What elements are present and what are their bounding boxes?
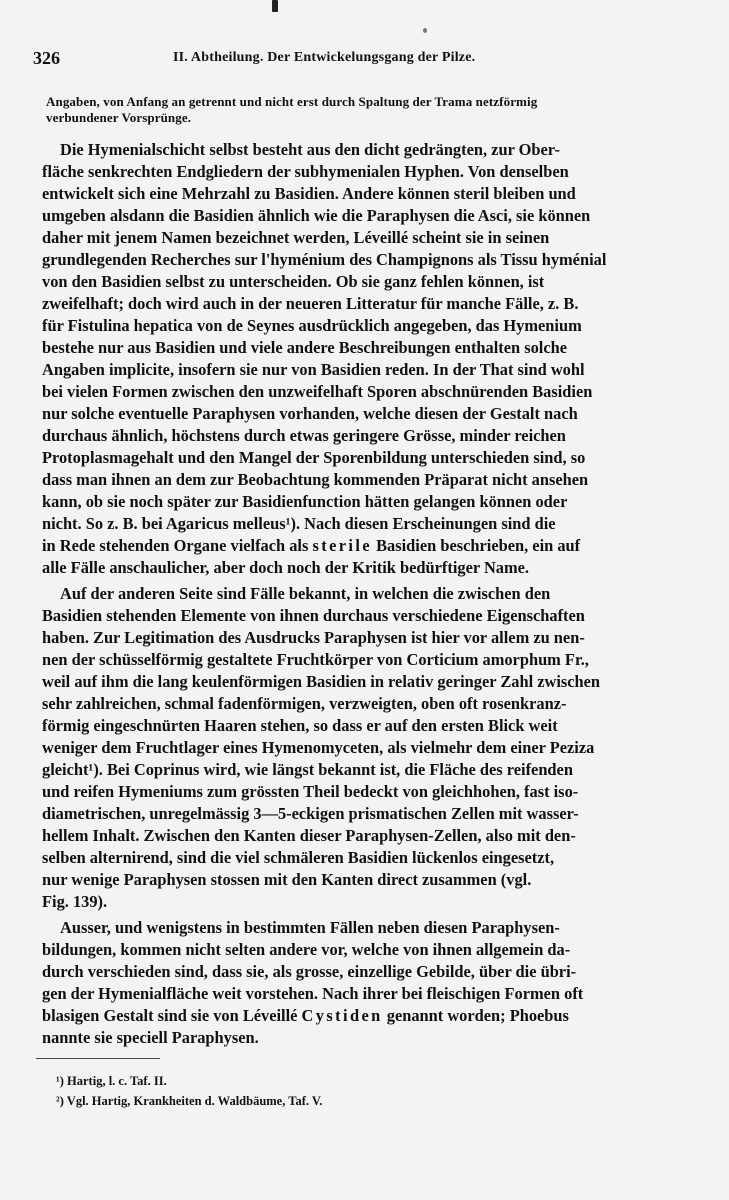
text-line: nur wenige Paraphysen stossen mit den Kanten direct zusammen (vgl. bbox=[42, 870, 532, 889]
text-line: umgeben alsdann die Basidien ähnlich wie die Paraphysen die Asci, sie können bbox=[42, 206, 591, 225]
intro-line: verbundener Vorsprünge. bbox=[46, 110, 192, 125]
text-line: von den Basidien selbst zu unterscheiden. Ob sie ganz fehlen können, ist bbox=[42, 272, 545, 291]
text-line: haben. Zur Legitimation des Ausdrucks Paraphysen ist hier vor allem zu nen- bbox=[42, 628, 585, 647]
text-line: selben alternirend, sind die viel schmäleren Basidien lückenlos eingesetzt, bbox=[42, 848, 555, 867]
text-line: weil auf ihm die lang keulenförmigen Basidien in relativ geringer Zahl zwischen bbox=[42, 672, 601, 691]
scan-speck bbox=[423, 28, 427, 33]
text-line: förmig eingeschnürten Haaren stehen, so dass er auf den ersten Blick weit bbox=[42, 716, 558, 735]
text-line bbox=[42, 1006, 569, 1026]
text-line: nannte sie speciell Paraphysen. bbox=[42, 1028, 259, 1047]
text-segment: blasigen Gestalt sind sie von Léveillé bbox=[42, 1006, 302, 1025]
text-line: zweifelhaft; doch wird auch in der neueren Litteratur für manche Fälle, z. B. bbox=[42, 294, 579, 313]
text-line: Ausser, und wenigstens in bestimmten Fällen neben diesen Paraphysen- bbox=[60, 918, 560, 937]
text-line: nen der schüsselförmig gestaltete Fruchtkörper von Corticium amorphum Fr., bbox=[42, 650, 589, 669]
text-line: Auf der anderen Seite sind Fälle bekannt, in welchen die zwischen den bbox=[60, 584, 551, 603]
footnote-rule bbox=[36, 1058, 160, 1059]
text-line: fläche senkrechten Endgliedern der subhymenialen Hyphen. Von denselben bbox=[42, 162, 569, 181]
text-line: durchaus ähnlich, höchstens durch etwas geringere Grösse, minder reichen bbox=[42, 426, 566, 445]
text-line: hellem Inhalt. Zwischen den Kanten dieser Paraphysen-Zellen, also mit den- bbox=[42, 826, 576, 845]
text-line: kann, ob sie noch später zur Basidienfunction hätten gelangen können oder bbox=[42, 492, 568, 511]
text-line: dass man ihnen an dem zur Beobachtung kommenden Präparat nicht ansehen bbox=[42, 470, 589, 489]
text-line: Protoplasmagehalt und den Mangel der Sporenbildung unterschieden sind, so bbox=[42, 448, 586, 467]
text-line: daher mit jenem Namen bezeichnet werden, Léveillé scheint sie in seinen bbox=[42, 228, 550, 247]
page-number: 326 bbox=[33, 48, 60, 68]
text-line: gen der Hymenialfläche weit vorstehen. Nach ihrer bei fleischigen Formen oft bbox=[42, 984, 584, 1003]
text-segment: Basidien beschrieben, ein auf bbox=[372, 536, 581, 555]
scan-artifact bbox=[272, 0, 278, 12]
text-line: bildungen, kommen nicht selten andere vor, welche von ihnen allgemein da- bbox=[42, 940, 571, 959]
text-line: und reifen Hymeniums zum grössten Theil bedeckt von gleichhohen, fast iso- bbox=[42, 782, 579, 801]
text-segment: in Rede stehenden Organe vielfach als bbox=[42, 536, 313, 555]
text-line: für Fistulina hepatica von de Seynes ausdrücklich angegeben, das Hymenium bbox=[42, 316, 582, 335]
text-line: grundlegenden Recherches sur l'hyménium des Champignons als Tissu hyménial bbox=[42, 250, 607, 269]
text-line: sehr zahlreichen, schmal fadenförmigen, verzweigten, oben oft rosenkranz- bbox=[42, 694, 567, 713]
page-header bbox=[33, 48, 683, 70]
text-line: nicht. So z. B. bei Agaricus melleus¹). Nach diesen Erscheinungen sind die bbox=[42, 514, 556, 533]
text-line: durch verschieden sind, dass sie, als grosse, einzellige Gebilde, über die übri- bbox=[42, 962, 577, 981]
text-line: bei vielen Formen zwischen den unzweifelhaft Sporen abschnürenden Basidien bbox=[42, 382, 593, 401]
text-line: alle Fälle anschaulicher, aber doch noch der Kritik bedürftiger Name. bbox=[42, 558, 529, 577]
footnote: ¹) Hartig, l. c. Taf. II. bbox=[56, 1074, 167, 1088]
text-line: Fig. 139). bbox=[42, 892, 108, 911]
text-line: Die Hymenialschicht selbst besteht aus den dicht gedrängten, zur Ober- bbox=[60, 140, 560, 159]
running-head: II. Abtheilung. Der Entwickelungsgang der Pilze. bbox=[173, 50, 476, 65]
text-line: entwickelt sich eine Mehrzahl zu Basidien. Andere können steril bleiben und bbox=[42, 184, 576, 203]
text-line: gleicht¹). Bei Coprinus wird, wie längst bekannt ist, die Fläche des reifenden bbox=[42, 760, 573, 779]
text-line: bestehe nur aus Basidien und viele andere Beschreibungen enthalten solche bbox=[42, 338, 568, 357]
text-line: Angaben implicite, insofern sie nur von Basidien reden. In der That sind wohl bbox=[42, 360, 585, 379]
spaced-term: Cystiden bbox=[301, 1006, 383, 1025]
text-line bbox=[42, 536, 580, 556]
text-line: diametrischen, unregelmässig 3—5-eckigen prismatischen Zellen mit wasser- bbox=[42, 804, 579, 823]
text-segment: genannt worden; Phoebus bbox=[382, 1006, 569, 1025]
text-line: nur solche eventuelle Paraphysen vorhanden, welche diesen der Gestalt nach bbox=[42, 404, 578, 423]
text-line: Basidien stehenden Elemente von ihnen durchaus verschiedene Eigenschaften bbox=[42, 606, 585, 625]
intro-line: Angaben, von Anfang an getrennt und nicht erst durch Spaltung der Trama netzförmig bbox=[46, 94, 538, 109]
footnote: ²) Vgl. Hartig, Krankheiten d. Waldbäume, Taf. V. bbox=[56, 1094, 323, 1108]
text-line: weniger dem Fruchtlager eines Hymenomyceten, als vielmehr dem einer Peziza bbox=[42, 738, 595, 757]
spaced-term: sterile bbox=[312, 536, 373, 555]
